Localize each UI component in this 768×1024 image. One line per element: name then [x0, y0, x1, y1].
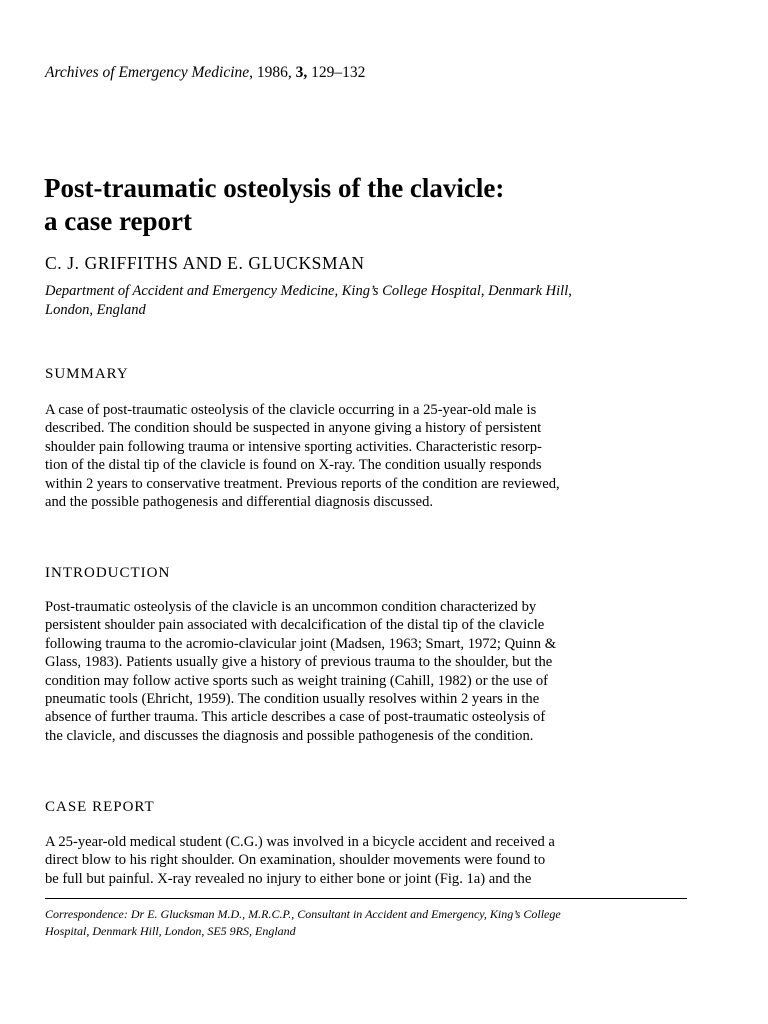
- affiliation-line: Department of Accident and Emergency Medicine, King’s College Hospital, Denmark Hill,: [45, 283, 572, 299]
- text-line: shoulder pain following trauma or intensive sporting activities. Characteristic resorp-: [45, 438, 542, 455]
- text-line: tion of the distal tip of the clavicle is found on X-ray. The condition usually responds: [45, 457, 542, 474]
- text-line: within 2 years to conservative treatment. Previous reports of the condition are reviewed,: [45, 475, 560, 492]
- text-line: pneumatic tools (Ehricht, 1959). The condition usually resolves within 2 years in the: [45, 691, 540, 708]
- summary-paragraph: [45, 401, 690, 511]
- text-line: the clavicle, and discusses the diagnosis and possible pathogenesis of the condition.: [45, 727, 534, 744]
- case-report-heading: CASE REPORT: [45, 799, 155, 815]
- text-line: direct blow to his right shoulder. On examination, shoulder movements were found to: [45, 852, 546, 869]
- journal-year: 1986,: [256, 64, 292, 81]
- summary-heading: SUMMARY: [45, 366, 129, 382]
- affiliation-line: London, England: [45, 302, 146, 318]
- footnote-divider: [45, 898, 687, 899]
- introduction-heading: INTRODUCTION: [45, 565, 171, 581]
- text-line: be full but painful. X-ray revealed no injury to either bone or joint (Fig. 1a) and the: [45, 870, 532, 887]
- text-line: persistent shoulder pain associated with decalcification of the distal tip of the clavicle: [45, 617, 545, 634]
- text-line: Post-traumatic osteolysis of the clavicle is an uncommon condition characterized by: [45, 599, 537, 615]
- text-line: described. The condition should be suspected in anyone giving a history of persistent: [45, 420, 542, 437]
- journal-pages: 129–132: [311, 64, 366, 81]
- text-line: A 25-year-old medical student (C.G.) was involved in a bicycle accident and received a: [45, 834, 555, 850]
- article-title: [44, 172, 504, 238]
- article-title-line: Post-traumatic osteolysis of the clavicle:: [44, 173, 505, 203]
- correspondence-footnote: [45, 906, 690, 940]
- text-line: and the possible pathogenesis and differential diagnosis discussed.: [45, 494, 434, 511]
- introduction-paragraph: [45, 598, 690, 745]
- text-line: A case of post-traumatic osteolysis of the clavicle occurring in a 25-year-old male is: [45, 402, 537, 418]
- journal-volume: 3,: [295, 64, 308, 81]
- text-line: following trauma to the acromio-clavicular joint (Madsen, 1963; Smart, 1972; Quinn &: [45, 635, 557, 652]
- footnote-line: Hospital, Denmark Hill, London, SE5 9RS, England: [45, 924, 296, 938]
- author-affiliation: [45, 282, 705, 320]
- text-line: Glass, 1983). Patients usually give a history of previous trauma to the shoulder, but the: [45, 654, 553, 671]
- text-line: absence of further trauma. This article describes a case of post-traumatic osteolysis of: [45, 709, 546, 726]
- text-line: condition may follow active sports such as weight training (Cahill, 1982) or the use of: [45, 672, 548, 689]
- footnote-line: Correspondence: Dr E. Glucksman M.D., M.R.C.P., Consultant in Accident and Emergency, King’s College: [45, 907, 561, 921]
- journal-name: Archives of Emergency Medicine,: [45, 64, 254, 81]
- journal-citation: [45, 63, 365, 83]
- article-title-line: a case report: [44, 206, 192, 236]
- case-report-paragraph: [45, 833, 690, 888]
- article-authors: C. J. GRIFFITHS AND E. GLUCKSMAN: [45, 253, 365, 273]
